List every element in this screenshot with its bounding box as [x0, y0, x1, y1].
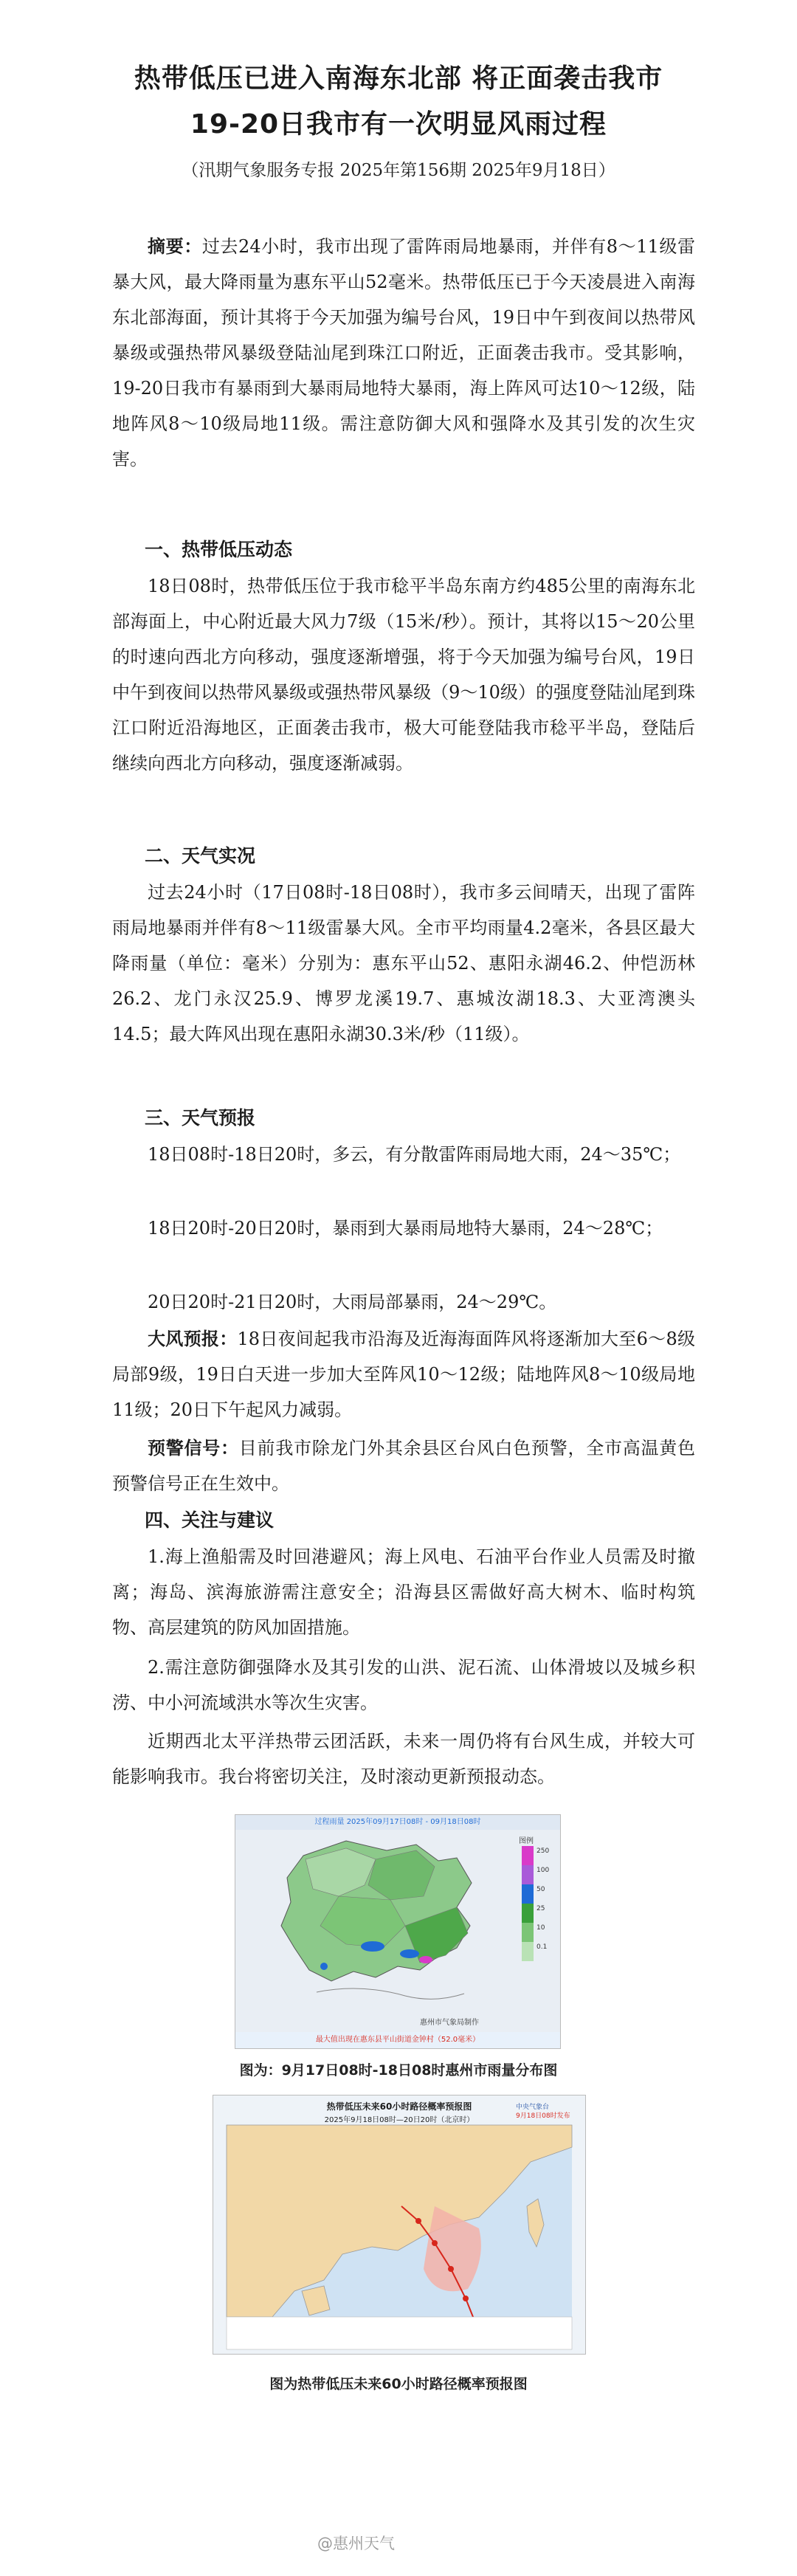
legend-value-100: 100 — [536, 1867, 550, 1874]
warning-paragraph — [112, 1430, 695, 1501]
typhoon-map-issuer: 中央气象台 — [516, 2104, 550, 2111]
rainfall-map — [235, 1814, 561, 2049]
track-point-2 — [448, 2266, 454, 2272]
section-4-title: 四、关注与建议 — [145, 1509, 275, 1531]
track-point-1 — [463, 2296, 469, 2301]
abstract-paragraph — [112, 229, 695, 477]
heavy-rain-area-1 — [361, 1941, 384, 1952]
warning-text: 目前我市除龙门外其余县区台风白色预警，全市高温黄色预警信号正在生效中。 — [112, 1438, 696, 1494]
typhoon-map-issue-time: 9月18日08时发布 — [516, 2112, 570, 2120]
abstract-text: 过去24小时，我市出现了雷阵雨局地暴雨，并伴有8～11级雷暴大风，最大降雨量为惠东平山52毫米。热带低压已于今天凌晨进入南海东北部海面，预计其将于今天加强为编号台风，19日中午到夜间以热带风暴级或强热带风暴级登陆汕尾到珠江口附近，正面袭击我市。受其影响，19-20日我市有暴雨到大暴雨局地特大暴雨，海上阵风可达10～12级，陆地阵风8～10级局地11级。需注意防御大风和强降水及其引发的次生灾害。 — [112, 236, 695, 469]
advice-paragraph-1: 1.海上渔船需及时回港避风；海上风电、石油平台作业人员需及时撤离；海岛、滨海旅游需注意安全；沿海县区需做好高大树木、临时构筑物、高层建筑的防风加固措施。 — [112, 1546, 695, 1638]
extreme-rain-area — [419, 1956, 432, 1963]
typhoon-path-drawing — [213, 2095, 585, 2354]
section-1-paragraph: 18日08时，热带低压位于我市稔平半岛东南方约485公里的南海东北部海面上，中心附近最大风力7级（15米/秒）。预计，其将以15～20公里的时速向西北方向移动，强度逐渐增强，将于今天加强为编号台风，19日中午到夜间以热带风暴级或强热带风暴级（9～10级）的强度登陆汕尾到珠江口附近沿海地区，正面袭击我市，极大可能登陆我市稔平半岛，登陆后继续向西北方向移动，强度逐渐减弱。 — [112, 576, 695, 774]
rainfall-map-drawing — [235, 1815, 560, 2048]
legend-value-0-1: 0.1 — [536, 1943, 548, 1951]
heavy-rain-area-2 — [400, 1949, 419, 1958]
rainfall-map-header: 过程雨量 2025年09月17日08时 - 09月18日08时 — [235, 1815, 560, 1830]
forecast-paragraph-1: 18日08时-18日20时，多云，有分散雷阵雨局地大雨，24～35℃； — [148, 1144, 681, 1165]
section-3-title: 三、天气预报 — [145, 1107, 256, 1129]
legend-swatch-250 — [522, 1846, 534, 1865]
legend-value-25: 25 — [536, 1905, 545, 1912]
legend-value-50: 50 — [536, 1886, 545, 1893]
typhoon-path-map — [213, 2095, 586, 2355]
typhoon-map-subtitle: 2025年9月18日08时—20日20时（北京时） — [324, 2116, 475, 2124]
legend-title: 图例 — [519, 1837, 534, 1845]
legend-swatch-10 — [522, 1923, 534, 1942]
legend-swatch-25 — [522, 1904, 534, 1923]
legend-swatch-0-1 — [522, 1942, 534, 1961]
forecast-paragraph-2: 18日20时-20日20时，暴雨到大暴雨局地特大暴雨，24～28℃； — [148, 1218, 663, 1239]
issue-line: （汛期气象服务专报 2025年第156期 2025年9月18日） — [182, 161, 615, 180]
rainfall-map-note: 最大值出现在惠东县平山街道金钟村（52.0毫米） — [235, 2032, 560, 2048]
coastline — [317, 1988, 464, 1999]
rainfall-map-caption: 图为：9月17日08时-18日08时惠州市雨量分布图 — [239, 2062, 558, 2079]
track-point-4 — [415, 2218, 421, 2224]
wind-forecast-paragraph — [112, 1321, 695, 1428]
abstract-label: 摘要： — [148, 236, 202, 257]
typhoon-map-caption: 图为热带低压未来60小时路径概率预报图 — [269, 2376, 528, 2392]
warning-label: 预警信号： — [148, 1438, 239, 1459]
wind-forecast-text: 18日夜间起我市沿海及近海海面阵风将逐渐加大至6～8级局部9级，19日白天进一步加大至阵风10～12级；陆地阵风8～10级局地11级；20日下午起风力减弱。 — [112, 1329, 696, 1420]
page-title: 热带低压已进入南海东北部 将正面袭击我市 — [134, 63, 663, 94]
wind-forecast-label: 大风预报： — [148, 1329, 238, 1349]
track-point-3 — [432, 2240, 438, 2246]
section-2-title: 二、天气实况 — [145, 845, 256, 867]
legend-value-10: 10 — [536, 1924, 545, 1932]
legend-swatch-100 — [522, 1865, 534, 1884]
typhoon-map-title: 热带低压未来60小时路径概率预报图 — [326, 2101, 472, 2112]
advice-paragraph-2: 2.需注意防御强降水及其引发的山洪、泥石流、山体滑坡以及城乡积涝、中小河流域洪水等次生灾害。 — [112, 1657, 695, 1713]
typhoon-map-legend-box — [227, 2317, 572, 2349]
outlook-paragraph: 近期西北太平洋热带云团活跃，未来一周仍将有台风生成，并较大可能影响我市。我台将密切关注，及时滚动更新预报动态。 — [112, 1731, 695, 1787]
rainfall-map-source: 惠州市气象局制作 — [420, 2019, 479, 2027]
legend-swatch-50 — [522, 1884, 534, 1904]
page-subtitle: 19-20日我市有一次明显风雨过程 — [190, 109, 607, 140]
forecast-paragraph-3: 20日20时-21日20时，大雨局部暴雨，24～29℃。 — [148, 1292, 557, 1312]
heavy-rain-area-3 — [320, 1963, 328, 1970]
section-2-paragraph: 过去24小时（17日08时-18日08时），我市多云间晴天，出现了雷阵雨局地暴雨并伴有8～11级雷暴大风。全市平均雨量4.2毫米，各县区最大降雨量（单位：毫米）分别为：惠东平山52、惠阳永湖46.2、仲恺沥林26.2、龙门永汉25.9、博罗龙溪19.7、惠城汝湖18.3、大亚湾澳头14.5；最大阵风出现在惠阳永湖30.3米/秒（11级）。 — [112, 882, 695, 1044]
legend-value-250: 250 — [536, 1847, 550, 1855]
watermark: @惠州天气 — [317, 2535, 395, 2552]
section-1-title: 一、热带低压动态 — [145, 539, 293, 560]
